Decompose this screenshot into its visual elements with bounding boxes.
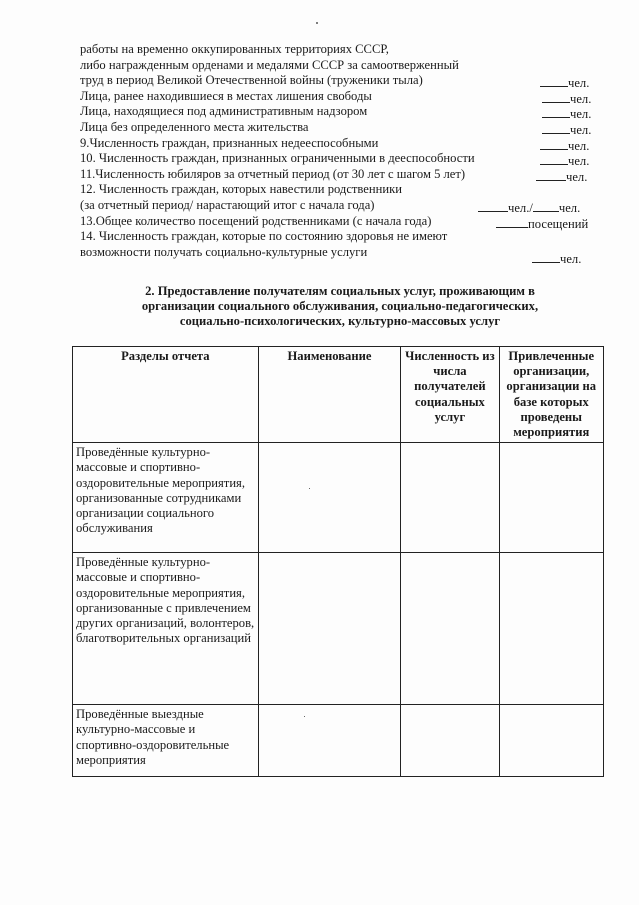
unit-label: чел. bbox=[568, 76, 590, 91]
line-text: Лица, находящиеся под административным надзором bbox=[80, 104, 368, 119]
count-cell[interactable] bbox=[401, 443, 499, 553]
line-text: (за отчетный период/ нарастающий итог с начала года) bbox=[80, 197, 375, 212]
list-line bbox=[80, 73, 600, 89]
blank-underline bbox=[542, 106, 570, 118]
section-heading-line: организации социального обслуживания, социально-педагогических, bbox=[141, 299, 539, 314]
line-text: работы на временно оккупированных территориях СССР, bbox=[80, 42, 389, 56]
list-line bbox=[80, 167, 600, 183]
list-line bbox=[80, 182, 600, 198]
table-row bbox=[73, 443, 604, 553]
report-table bbox=[72, 346, 604, 777]
list-line bbox=[80, 244, 600, 266]
unit-label: посещений bbox=[528, 216, 589, 231]
blank-underline bbox=[540, 138, 568, 150]
list-line bbox=[80, 89, 600, 105]
header-organizations: Привлеченные организации, организации на базе которых проведены мероприятия bbox=[499, 347, 603, 443]
line-text: Лица, ранее находившиеся в местах лишения свободы bbox=[80, 88, 372, 103]
line-text: 11.Численность юбиляров за отчетный период (от 30 лет с шагом 5 лет) bbox=[80, 166, 466, 181]
scan-speck bbox=[309, 488, 310, 489]
unit-label: чел. bbox=[558, 200, 581, 215]
section-heading-line: 2. Предоставление получателям социальных услуг, проживающим в bbox=[145, 284, 535, 298]
blank-underline bbox=[496, 216, 528, 228]
list-line bbox=[80, 229, 600, 245]
intro-list bbox=[80, 42, 600, 266]
blank-underline bbox=[478, 200, 508, 212]
list-line bbox=[80, 58, 600, 74]
unit-label: чел./ bbox=[508, 200, 533, 215]
list-line bbox=[80, 42, 600, 58]
list-line bbox=[80, 151, 600, 167]
organizations-cell[interactable] bbox=[499, 443, 603, 553]
blank-underline bbox=[540, 153, 568, 165]
unit-label: чел. bbox=[568, 138, 590, 153]
unit-field bbox=[532, 251, 581, 268]
row-section-label: Проведённые культурно-массовые и спортивно-оздоровительные мероприятия, организованные сотрудниками организации социального обслуживания bbox=[73, 443, 259, 553]
list-line bbox=[80, 104, 600, 120]
count-cell[interactable] bbox=[401, 553, 499, 705]
count-cell[interactable] bbox=[401, 705, 499, 777]
line-text: 13.Общее количество посещений родственниками (с начала года) bbox=[80, 213, 432, 228]
row-section-label: Проведённые выездные культурно-массовые и спортивно-оздоровительные мероприятия bbox=[73, 705, 259, 777]
list-line bbox=[80, 198, 600, 214]
header-sections: Разделы отчета bbox=[73, 347, 259, 443]
list-line bbox=[80, 214, 600, 230]
name-cell[interactable] bbox=[258, 705, 401, 777]
header-count: Численность из числа получателей социальных услуг bbox=[401, 347, 499, 443]
unit-label: чел. bbox=[570, 91, 592, 106]
blank-underline bbox=[536, 169, 566, 181]
line-text: 9.Численность граждан, признанных недееспособными bbox=[80, 135, 379, 150]
table-row bbox=[73, 705, 604, 777]
unit-label: чел. bbox=[570, 122, 592, 137]
line-text: Лица без определенного места жительства bbox=[80, 119, 309, 134]
scan-speck bbox=[316, 22, 318, 24]
line-text: 10. Численность граждан, признанных ограниченными в дееспособности bbox=[80, 151, 475, 166]
name-cell[interactable] bbox=[258, 553, 401, 705]
organizations-cell[interactable] bbox=[499, 705, 603, 777]
unit-label: чел. bbox=[568, 154, 590, 169]
line-text: возможности получать социально-культурные услуги bbox=[80, 244, 368, 259]
blank-underline bbox=[542, 122, 570, 134]
list-line bbox=[80, 136, 600, 152]
organizations-cell[interactable] bbox=[499, 553, 603, 705]
unit-label: чел. bbox=[570, 107, 592, 122]
row-section-label: Проведённые культурно-массовые и спортивно-оздоровительные мероприятия, организованные с привлечением других организаций, волонтеров, благотворительных организаций bbox=[73, 553, 259, 705]
blank-underline bbox=[532, 251, 560, 263]
header-name: Наименование bbox=[258, 347, 401, 443]
table-row bbox=[73, 553, 604, 705]
section-heading-line: социально-психологических, культурно-массовых услуг bbox=[179, 314, 501, 329]
unit-label: чел. bbox=[560, 251, 582, 266]
name-cell[interactable] bbox=[258, 443, 401, 553]
table-header-row bbox=[73, 347, 604, 443]
scan-speck bbox=[304, 716, 305, 717]
line-text: 14. Численность граждан, которые по состоянию здоровья не имеют bbox=[80, 229, 448, 244]
blank-underline bbox=[542, 91, 570, 103]
blank-underline bbox=[533, 200, 559, 212]
blank-underline bbox=[540, 75, 568, 87]
unit-label: чел. bbox=[566, 169, 588, 184]
line-text: либо награжденным орденами и медалями СССР за самоотверженный bbox=[80, 57, 459, 72]
list-line bbox=[80, 120, 600, 136]
line-text: 12. Численность граждан, которых навестили родственники bbox=[80, 182, 402, 197]
section-heading bbox=[80, 284, 600, 330]
line-text: труд в период Великой Отечественной войны (труженики тыла) bbox=[80, 73, 423, 88]
